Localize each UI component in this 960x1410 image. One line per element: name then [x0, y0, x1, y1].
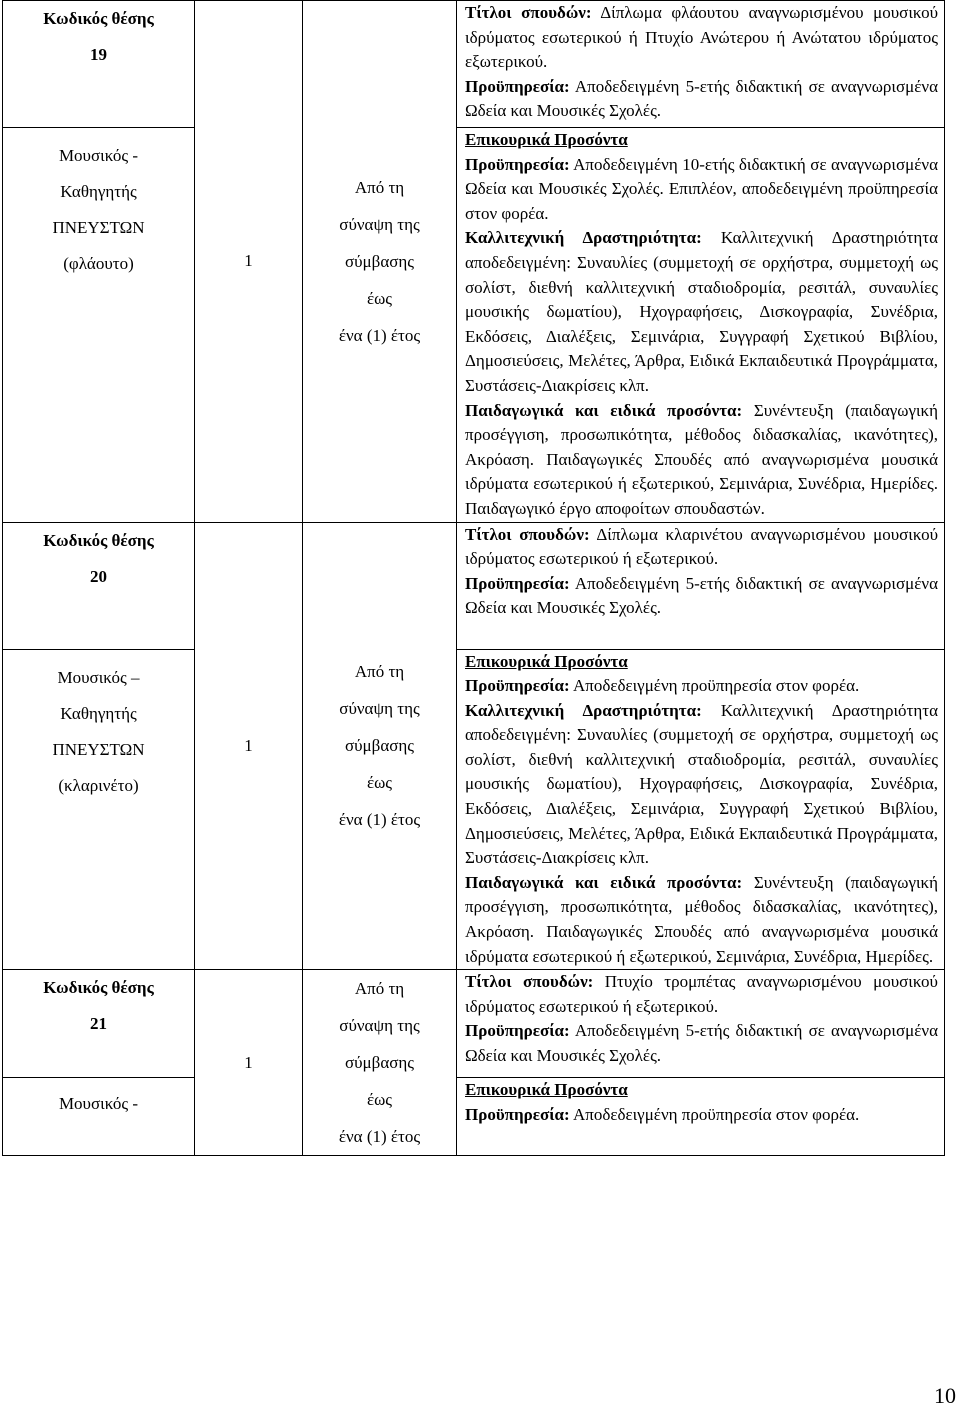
title-line: ΠΝΕΥΣΤΩΝ [52, 739, 145, 759]
experience-paragraph: Προϋπηρεσία: Αποδεδειγμένη προϋπηρεσία στον φορέα. [465, 676, 860, 696]
studies-paragraph: Τίτλοι σπουδών: Πτυχίο τρομπέτας αναγνωρισμένου μουσικού ιδρύματος εσωτερικού ή εξωτερικού. [465, 972, 938, 1016]
positions-cell [195, 1, 303, 523]
page-number: 10 [934, 1383, 956, 1408]
experience-paragraph: Προϋπηρεσία: Αποδεδειγμένη 5-ετής διδακτική σε αναγνωρισμένα Ωδεία και Μουσικές Σχολές. [465, 76, 938, 121]
title-line: Μουσικός - [58, 146, 139, 165]
duration-line: ένα (1) έτος [338, 1127, 421, 1147]
title-line: (φλάουτο) [63, 254, 134, 273]
duration-cell [303, 970, 457, 1156]
experience-paragraph: Προϋπηρεσία: Αποδεδειγμένη προϋπηρεσία στον φορέα. [465, 1104, 860, 1124]
title-cell [3, 1078, 195, 1156]
table-row [3, 522, 945, 649]
pedagogical-paragraph: Παιδαγωγικά και ειδικά προσόντα: Συνέντευξη (παιδαγωγική προσέγγιση, προσωπικότητα, μέθοδος διδασκαλίας, ικανότητες), Ακρόαση. Παιδαγωγικές Σπουδές από αναγνωρισμένα μουσικά ιδρύματα εσωτερικού ή εξωτερικού, Σεμινάρια, Συνέδρια, Ημερίδες. [465, 872, 938, 966]
title-line: Καθηγητής [60, 703, 137, 723]
extra-qualifications-cell [457, 128, 945, 523]
duration-line: Από τη [354, 979, 405, 999]
duration-line: έως [366, 773, 393, 793]
title-line: Μουσικός - [58, 1094, 139, 1114]
experience-paragraph: Προϋπηρεσία: Αποδεδειγμένη 5-ετής διδακτική σε αναγνωρισμένα Ωδεία και Μουσικές Σχολές. [465, 573, 938, 618]
positions-cell [195, 970, 303, 1156]
duration-line: σύμβασης [344, 251, 415, 271]
duration-cell [303, 522, 457, 970]
duration-line: σύναψη της [339, 1016, 420, 1036]
artistic-paragraph: Καλλιτεχνική Δραστηριότητα: Καλλιτεχνική Δραστηριότητα αποδεδειγμένη: Συναυλίες (συμμετοχή σε ορχήστρα, συμμετοχή ως σολίστ, διεθνή καλλιτεχνική σταδιοδρομία, ρεσιτάλ, συναυλίες μουσικής δωματίου), Ηχογραφήσεις, Δισκογραφία, Συνέδρια, Εκδόσεις, Διαλέξεις, Σεμινάρια, Συγγραφή Σχετικού Βιβλίου, Δημοσιεύσεις, Μελέτες, Άρθρα, Ειδικά Εκπαιδευτικά Προγράμματα, Συστάσεις-Διακρίσεις κλπ. [465, 700, 938, 868]
positions-count: 1 [244, 251, 253, 271]
required-qualifications-cell [457, 970, 945, 1078]
duration-cell [303, 1, 457, 523]
duration-line: σύμβασης [344, 1053, 415, 1073]
duration-line: έως [366, 1090, 393, 1110]
extra-qualifications-cell [457, 1078, 945, 1156]
code-cell [3, 1, 195, 128]
duration-line: ένα (1) έτος [338, 810, 421, 830]
title-line: Μουσικός – [57, 667, 140, 687]
title-line: Καθηγητής [60, 182, 137, 201]
table-row [3, 649, 945, 970]
required-qualifications-cell [457, 522, 945, 649]
positions-table [2, 0, 945, 1156]
duration-line: έως [366, 288, 393, 308]
title-line: (κλαρινέτο) [58, 775, 139, 795]
title-line: ΠΝΕΥΣΤΩΝ [52, 218, 145, 237]
duration-line: σύναψη της [339, 214, 420, 234]
positions-count: 1 [244, 1052, 253, 1072]
code-cell [3, 970, 195, 1078]
table-row [3, 970, 945, 1078]
title-cell [3, 128, 195, 523]
extra-heading: Επικουρικά Προσόντα [465, 130, 628, 149]
duration-line: Από τη [354, 177, 405, 197]
extra-heading: Επικουρικά Προσόντα [465, 651, 628, 671]
positions-count: 1 [244, 735, 253, 755]
table-row [3, 128, 945, 523]
artistic-paragraph: Καλλιτεχνική Δραστηριότητα: Καλλιτεχνική Δραστηριότητα αποδεδειγμένη: Συναυλίες (συμμετοχή σε ορχήστρα, συμμετοχή ως σολίστ, διεθνή καλλιτεχνική σταδιοδρομία, ρεσιτάλ, συναυλίες μουσικής δωματίου), Ηχογραφήσεις, Δισκογραφία, Συνέδρια, Εκδόσεις, Διαλέξεις, Σεμινάρια, Συγγραφή Σχετικού Βιβλίου, Δημοσιεύσεις, Μελέτες, Άρθρα, Ειδικά Εκπαιδευτικά Προγράμματα, Συστάσεις-Διακρίσεις κλπ. [465, 228, 938, 395]
extra-qualifications-cell [457, 649, 945, 970]
title-cell [3, 649, 195, 970]
table-row [3, 1078, 945, 1156]
code-number: 19 [90, 45, 107, 64]
studies-paragraph: Τίτλοι σπουδών: Δίπλωμα κλαρινέτου αναγνωρισμένου μουσικού ιδρύματος εσωτερικού ή εξωτερικού. [465, 524, 938, 569]
positions-cell [195, 522, 303, 970]
duration-line: Από τη [354, 662, 405, 682]
experience-paragraph: Προϋπηρεσία: Αποδεδειγμένη 5-ετής διδακτική σε αναγνωρισμένα Ωδεία και Μουσικές Σχολές. [465, 1021, 938, 1065]
code-label: Κωδικός θέσης [43, 9, 154, 28]
duration-line: ένα (1) έτος [338, 325, 421, 345]
code-label: Κωδικός θέσης [43, 530, 154, 550]
table-row [3, 1, 945, 128]
code-label: Κωδικός θέσης [43, 978, 154, 998]
code-number: 20 [90, 566, 107, 586]
required-qualifications-cell [457, 1, 945, 128]
code-cell [3, 522, 195, 649]
extra-heading: Επικουρικά Προσόντα [465, 1080, 628, 1100]
studies-paragraph: Τίτλοι σπουδών: Δίπλωμα φλάουτου αναγνωρισμένου μουσικού ιδρύματος εσωτερικού ή Πτυχίο Ανώτερου ή Ανώτατου ιδρύματος εξωτερικού. [465, 3, 939, 72]
duration-line: σύμβασης [344, 736, 415, 756]
duration-line: σύναψη της [339, 699, 420, 719]
pedagogical-paragraph: Παιδαγωγικά και ειδικά προσόντα: Συνέντευξη (παιδαγωγική προσέγγιση, προσωπικότητα, μέθοδος διδασκαλίας, ικανότητες), Ακρόαση. Παιδαγωγικές Σπουδές από αναγνωρισμένα μουσικά ιδρύματα εσωτερικού ή εξωτερικού, Σεμινάρια, Συνέδρια, Ημερίδες. Παιδαγωγικό έργο αποφοίτων σπουδαστών. [465, 400, 938, 518]
experience-paragraph: Προϋπηρεσία: Αποδεδειγμένη 10-ετής διδακτική σε αναγνωρισμένα Ωδεία και Μουσικές Σχολές. Επιπλέον, αποδεδειγμένη προϋπηρεσία στον φορέα. [465, 154, 938, 223]
code-number: 21 [90, 1014, 107, 1034]
